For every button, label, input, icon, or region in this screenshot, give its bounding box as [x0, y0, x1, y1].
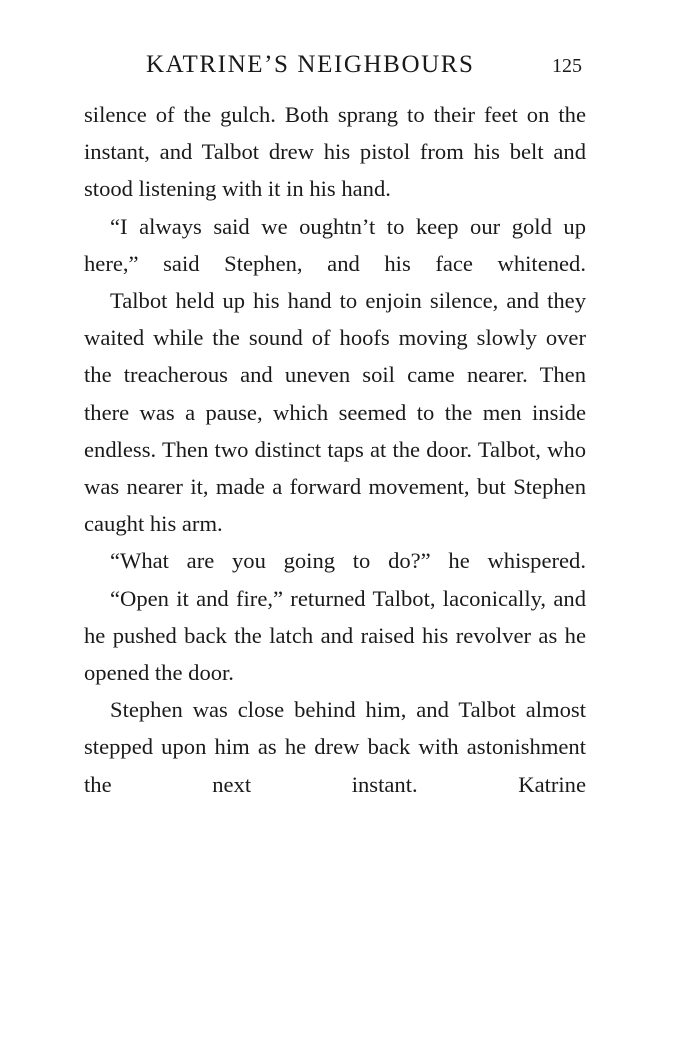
paragraph-6: Stephen was close behind him, and Talbot almost stepped upon him as he drew back with astonishment the next instant. Katrine — [84, 697, 586, 797]
paragraph-4: “What are you going to do?” he whispered. — [110, 548, 586, 574]
running-title: KATRINE’S NEIGHBOURS — [146, 51, 475, 78]
book-page — [84, 48, 586, 803]
body-text — [84, 96, 586, 803]
page-number: 125 — [552, 55, 582, 77]
paragraph-1: silence of the gulch. Both sprang to their feet on the instant, and Talbot drew his pistol from his belt and stood listening with it in his hand. — [84, 102, 586, 202]
paragraph-3: Talbot held up his hand to enjoin silence, and they waited while the sound of hoofs moving slowly over the treacherous and uneven soil came nearer. Then there was a pause, which seemed to the men inside endless. Then two distinct taps at the door. Talbot, who was nearer it, made a forward movement, but Stephen caught his arm. — [84, 288, 586, 537]
paragraph-2: “I always said we oughtn’t to keep our gold up here,” said Stephen, and his face whitened. — [84, 213, 586, 276]
running-head — [84, 48, 586, 82]
paragraph-5: “Open it and fire,” returned Talbot, laconically, and he pushed back the latch and raised his revolver as he opened the door. — [84, 585, 586, 686]
